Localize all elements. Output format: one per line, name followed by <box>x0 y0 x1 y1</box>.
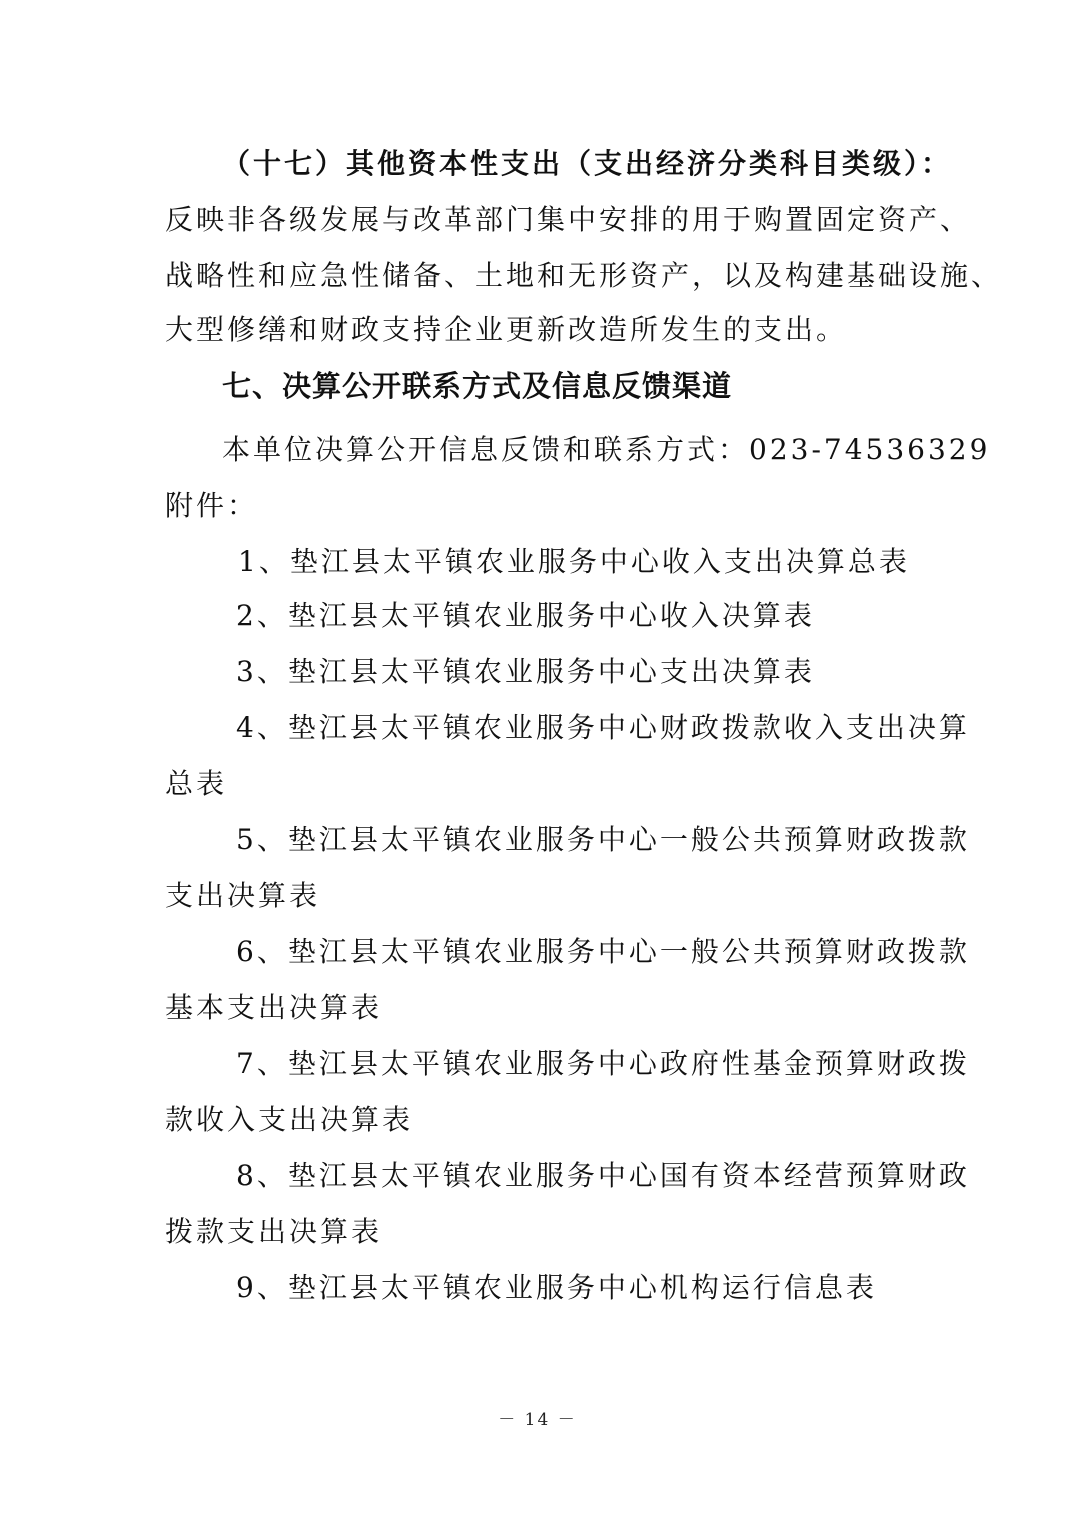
attachment-item-6: 6、垫江县太平镇农业服务中心一般公共预算财政拨款 <box>236 935 970 968</box>
attachment-item-5-continued: 支出决算表 <box>165 879 321 912</box>
contact-line: 本单位决算公开信息反馈和联系方式：023-74536329 <box>222 433 991 466</box>
attachment-item-8-continued: 拨款支出决算表 <box>165 1215 383 1248</box>
section-17-title: （十七）其他资本性支出（支出经济分类科目类级）： <box>222 147 953 180</box>
attachment-item-3: 3、垫江县太平镇农业服务中心支出决算表 <box>236 655 815 688</box>
section-17-line-3: 大型修缮和财政支持企业更新改造所发生的支出。 <box>165 313 848 346</box>
section-17-line-1: 反映非各级发展与改革部门集中安排的用于购置固定资产、 <box>165 203 972 236</box>
section-7-heading: 七、决算公开联系方式及信息反馈渠道 <box>222 369 733 403</box>
attachment-item-5: 5、垫江县太平镇农业服务中心一般公共预算财政拨款 <box>236 823 970 856</box>
attachment-item-8: 8、垫江县太平镇农业服务中心国有资本经营预算财政 <box>236 1159 970 1192</box>
attachment-item-7-continued: 款收入支出决算表 <box>165 1103 414 1136</box>
attachment-item-6-continued: 基本支出决算表 <box>165 991 383 1024</box>
attachments-label: 附件： <box>165 489 259 522</box>
attachment-item-7: 7、垫江县太平镇农业服务中心政府性基金预算财政拨 <box>236 1047 970 1080</box>
page-number: － 14 － <box>498 1410 577 1430</box>
attachment-item-2: 2、垫江县太平镇农业服务中心收入决算表 <box>236 599 815 632</box>
attachment-item-1: 1、垫江县太平镇农业服务中心收入支出决算总表 <box>238 545 910 578</box>
attachment-item-4-continued: 总表 <box>165 767 228 800</box>
attachment-item-4: 4、垫江县太平镇农业服务中心财政拨款收入支出决算 <box>236 711 970 744</box>
attachment-item-9: 9、垫江县太平镇农业服务中心机构运行信息表 <box>236 1271 877 1304</box>
section-17-line-2: 战略性和应急性储备、土地和无形资产，以及构建基础设施、 <box>165 259 1003 292</box>
